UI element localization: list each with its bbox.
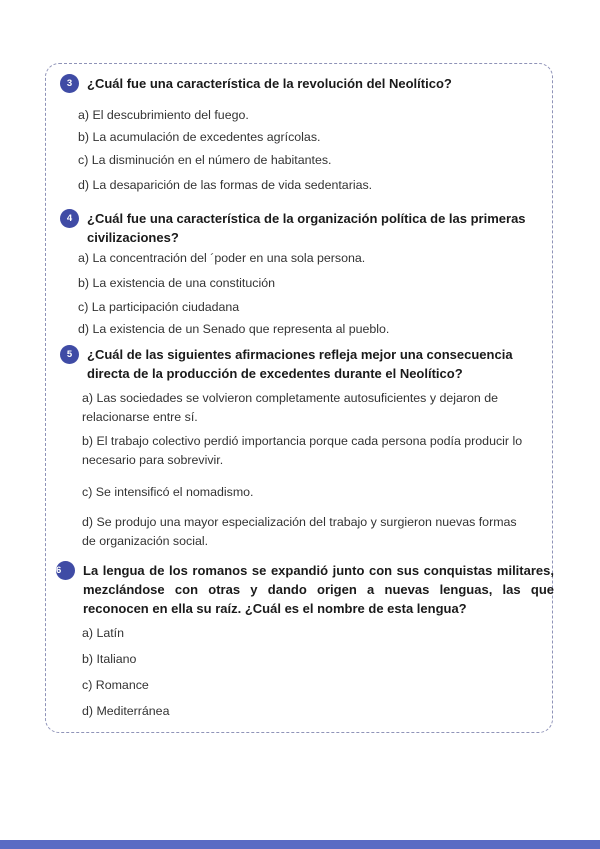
question-4-option-d[interactable]: d) La existencia de un Senado que representa al pueblo. — [78, 322, 390, 336]
question-number-badge: 5 — [60, 345, 79, 364]
question-4-option-c[interactable]: c) La participación ciudadana — [78, 300, 240, 314]
question-number-badge: 6 — [56, 561, 75, 580]
question-3-option-b[interactable]: b) La acumulación de excedentes agrícolas. — [78, 130, 321, 144]
question-6-option-a[interactable]: a) Latín — [82, 626, 125, 640]
question-4-header — [60, 209, 538, 247]
question-5-header — [60, 345, 532, 383]
question-3-text: ¿Cuál fue una característica de la revolución del Neolítico? — [87, 76, 452, 91]
question-3-option-c[interactable]: c) La disminución en el número de habitantes. — [78, 153, 332, 167]
question-4-option-b[interactable]: b) La existencia de una constitución — [78, 276, 275, 290]
question-4-option-a[interactable]: a) La concentración del ´poder en una sola persona. — [78, 251, 366, 265]
footer-bar — [0, 840, 600, 849]
question-6-option-c[interactable]: c) Romance — [82, 678, 149, 692]
question-5-option-a[interactable]: a) Las sociedades se volvieron completamente autosuficientes y dejaron de relacionarse entre sí. — [82, 391, 499, 424]
question-5-option-d[interactable]: d) Se produjo una mayor especialización del trabajo y surgieron nuevas formas de organización social. — [82, 515, 517, 548]
question-5-text: ¿Cuál de las siguientes afirmaciones refleja mejor una consecuencia directa de la producción de excedentes durante el Neolítico? — [87, 347, 513, 381]
question-3-option-d[interactable]: d) La desaparición de las formas de vida sedentarias. — [78, 178, 373, 192]
question-6-text: La lengua de los romanos se expandió junto con sus conquistas militares, mezclándose con otras y dando origen a nuevas lenguas, las que reconocen en ella su raíz. ¿Cuál es el nombre de esta lengua? — [83, 563, 554, 616]
question-4-text: ¿Cuál fue una característica de la organización política de las primeras civilizaciones? — [87, 211, 526, 245]
question-6-option-b[interactable]: b) Italiano — [82, 652, 137, 666]
question-4 — [60, 209, 538, 247]
question-5-option-b[interactable]: b) El trabajo colectivo perdió importancia porque cada persona podía producir lo necesario para sobrevivir. — [82, 434, 523, 467]
question-6 — [56, 561, 554, 618]
question-6-option-d[interactable]: d) Mediterránea — [82, 704, 170, 718]
question-3-option-a[interactable]: a) El descubrimiento del fuego. — [78, 108, 249, 122]
question-5 — [60, 345, 532, 383]
question-6-header — [56, 561, 554, 618]
question-number-badge: 4 — [60, 209, 79, 228]
question-3-header — [60, 74, 550, 93]
question-3 — [60, 74, 550, 93]
question-number-badge: 3 — [60, 74, 79, 93]
question-5-option-c[interactable]: c) Se intensificó el nomadismo. — [82, 485, 254, 499]
